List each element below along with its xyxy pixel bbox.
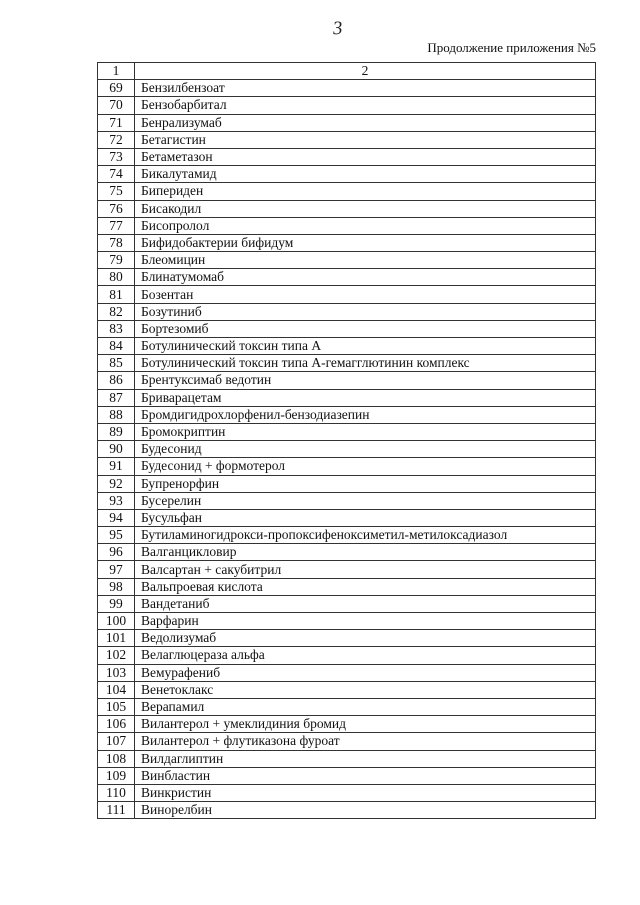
table-row	[98, 578, 596, 595]
table-row	[98, 148, 596, 165]
table-row	[98, 406, 596, 423]
continuation-label: Продолжение приложения №5	[427, 40, 596, 55]
row-number: 103	[98, 664, 135, 681]
drug-name: Бипериден	[135, 183, 596, 200]
drug-name: Бисакодил	[135, 200, 596, 217]
row-number: 75	[98, 183, 135, 200]
table-row	[98, 716, 596, 733]
table-row	[98, 166, 596, 183]
row-number: 74	[98, 166, 135, 183]
row-number: 100	[98, 613, 135, 630]
table-row	[98, 750, 596, 767]
drug-name: Бензилбензоат	[135, 80, 596, 97]
row-number: 108	[98, 750, 135, 767]
row-number: 79	[98, 252, 135, 269]
row-number: 97	[98, 561, 135, 578]
drug-name: Бенрализумаб	[135, 114, 596, 131]
table-header-row	[98, 63, 596, 80]
row-number: 86	[98, 372, 135, 389]
drug-name: Бусерелин	[135, 492, 596, 509]
row-number: 87	[98, 389, 135, 406]
row-number: 110	[98, 784, 135, 801]
table-row	[98, 647, 596, 664]
drug-name: Вилдаглиптин	[135, 750, 596, 767]
table-row	[98, 664, 596, 681]
table-row	[98, 802, 596, 819]
column-header-name: 2	[135, 63, 596, 80]
table-row	[98, 372, 596, 389]
row-number: 83	[98, 320, 135, 337]
drug-name: Велаглюцераза альфа	[135, 647, 596, 664]
row-number: 90	[98, 441, 135, 458]
table-row	[98, 630, 596, 647]
table-row	[98, 681, 596, 698]
table-row	[98, 613, 596, 630]
row-number: 71	[98, 114, 135, 131]
drug-name: Будесонид + формотерол	[135, 458, 596, 475]
table-row	[98, 698, 596, 715]
row-number: 95	[98, 527, 135, 544]
row-number: 82	[98, 303, 135, 320]
table-row	[98, 200, 596, 217]
row-number: 89	[98, 423, 135, 440]
table-row	[98, 114, 596, 131]
table-row	[98, 338, 596, 355]
drug-name: Вилантерол + умеклидиния бромид	[135, 716, 596, 733]
row-number: 69	[98, 80, 135, 97]
table-row	[98, 784, 596, 801]
row-number: 93	[98, 492, 135, 509]
table-body	[98, 80, 596, 819]
drug-name: Будесонид	[135, 441, 596, 458]
row-number: 99	[98, 595, 135, 612]
drug-name: Бромокриптин	[135, 423, 596, 440]
drug-name: Бисопролол	[135, 217, 596, 234]
drug-name: Бикалутамид	[135, 166, 596, 183]
table-row	[98, 252, 596, 269]
table-row	[98, 286, 596, 303]
row-number: 76	[98, 200, 135, 217]
table-row	[98, 355, 596, 372]
table-row	[98, 234, 596, 251]
drug-name: Бозутиниб	[135, 303, 596, 320]
table-row	[98, 183, 596, 200]
row-number: 111	[98, 802, 135, 819]
drug-name: Венетоклакс	[135, 681, 596, 698]
table-row	[98, 767, 596, 784]
drug-list-table	[97, 62, 596, 819]
row-number: 84	[98, 338, 135, 355]
drug-name: Бозентан	[135, 286, 596, 303]
row-number: 73	[98, 148, 135, 165]
table-row	[98, 458, 596, 475]
drug-name: Бензобарбитал	[135, 97, 596, 114]
row-number: 102	[98, 647, 135, 664]
table-row	[98, 544, 596, 561]
row-number: 109	[98, 767, 135, 784]
table-row	[98, 492, 596, 509]
table-row	[98, 441, 596, 458]
row-number: 85	[98, 355, 135, 372]
table-row	[98, 389, 596, 406]
drug-name: Валсартан + сакубитрил	[135, 561, 596, 578]
drug-name: Бромдигидрохлорфенил-бензодиазепин	[135, 406, 596, 423]
row-number: 96	[98, 544, 135, 561]
drug-name: Винкристин	[135, 784, 596, 801]
table-row	[98, 217, 596, 234]
row-number: 107	[98, 733, 135, 750]
page-number: 3	[332, 17, 344, 40]
table-row	[98, 561, 596, 578]
table-row	[98, 733, 596, 750]
table-row	[98, 509, 596, 526]
row-number: 72	[98, 131, 135, 148]
drug-name: Вилантерол + флутиказона фуроат	[135, 733, 596, 750]
table-row	[98, 97, 596, 114]
row-number: 94	[98, 509, 135, 526]
table-row	[98, 303, 596, 320]
drug-name: Ведолизумаб	[135, 630, 596, 647]
drug-name: Ботулинический токсин типа А-гемагглютинин комплекс	[135, 355, 596, 372]
drug-name: Бупренорфин	[135, 475, 596, 492]
drug-name: Винорелбин	[135, 802, 596, 819]
drug-name: Бетагистин	[135, 131, 596, 148]
table-row	[98, 269, 596, 286]
row-number: 70	[98, 97, 135, 114]
table-row	[98, 595, 596, 612]
drug-name: Бусульфан	[135, 509, 596, 526]
table-row	[98, 475, 596, 492]
row-number: 101	[98, 630, 135, 647]
drug-name: Бутиламиногидрокси-пропоксифеноксиметил-метилоксадиазол	[135, 527, 596, 544]
row-number: 92	[98, 475, 135, 492]
table-row	[98, 423, 596, 440]
row-number: 105	[98, 698, 135, 715]
table-row	[98, 527, 596, 544]
row-number: 81	[98, 286, 135, 303]
drug-name: Ботулинический токсин типа А	[135, 338, 596, 355]
drug-name: Бетаметазон	[135, 148, 596, 165]
table-row	[98, 131, 596, 148]
row-number: 77	[98, 217, 135, 234]
row-number: 98	[98, 578, 135, 595]
drug-name: Вемурафениб	[135, 664, 596, 681]
drug-name: Бриварацетам	[135, 389, 596, 406]
drug-name: Вандетаниб	[135, 595, 596, 612]
table-row	[98, 80, 596, 97]
drug-name: Блинатумомаб	[135, 269, 596, 286]
row-number: 104	[98, 681, 135, 698]
column-header-number: 1	[98, 63, 135, 80]
row-number: 88	[98, 406, 135, 423]
drug-name: Брентуксимаб ведотин	[135, 372, 596, 389]
drug-name: Бифидобактерии бифидум	[135, 234, 596, 251]
drug-name: Верапамил	[135, 698, 596, 715]
drug-name: Вальпроевая кислота	[135, 578, 596, 595]
row-number: 91	[98, 458, 135, 475]
drug-name: Валганцикловир	[135, 544, 596, 561]
drug-name: Винбластин	[135, 767, 596, 784]
row-number: 78	[98, 234, 135, 251]
row-number: 80	[98, 269, 135, 286]
drug-name: Варфарин	[135, 613, 596, 630]
drug-name: Блеомицин	[135, 252, 596, 269]
table-row	[98, 320, 596, 337]
row-number: 106	[98, 716, 135, 733]
drug-name: Бортезомиб	[135, 320, 596, 337]
